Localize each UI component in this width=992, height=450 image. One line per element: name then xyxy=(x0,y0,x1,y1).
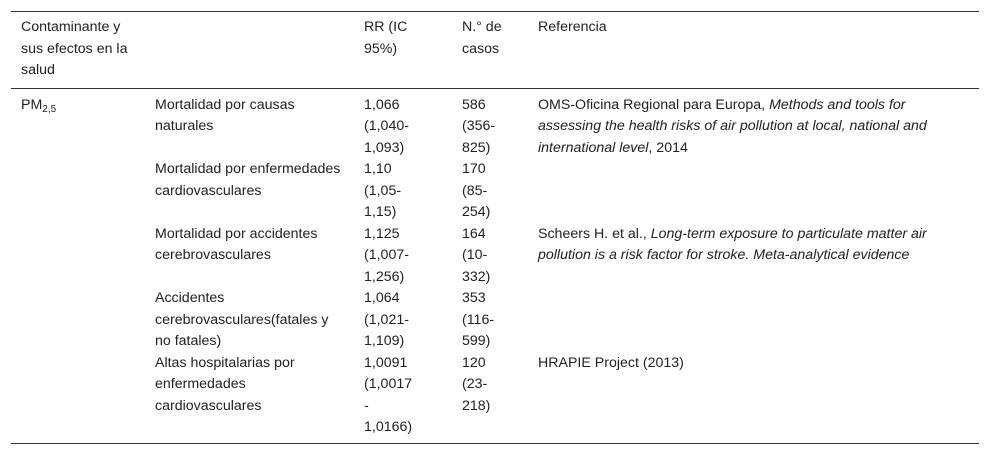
cases-cell xyxy=(452,288,528,353)
rr-value: 1,125 (1,007- 1,256) xyxy=(364,225,409,285)
rr-value: 1,0091 (1,0017 - 1,0166) xyxy=(364,354,413,435)
cases-cell xyxy=(452,224,528,289)
pollutant-name: PM xyxy=(21,96,43,113)
rr-cell xyxy=(354,353,452,444)
rr-value: 1,064 (1,021- 1,109) xyxy=(364,290,409,349)
header-reference: Referencia xyxy=(538,19,607,35)
pollutant-cell xyxy=(11,88,145,443)
reference-plain: Scheers H. et al., xyxy=(538,225,651,242)
header-row xyxy=(11,12,979,89)
header-cases: N.° de casos xyxy=(462,19,502,57)
pollutant-subscript: 2,5 xyxy=(42,103,57,115)
header-effect xyxy=(145,12,354,89)
rr-cell xyxy=(354,88,452,159)
reference-tail: , 2014 xyxy=(648,139,688,156)
header-rr: RR (IC 95%) xyxy=(364,19,408,57)
reference-title: Methods and tools for assessing the health risks of air pollution at local, national and international level xyxy=(538,96,927,156)
effect-cell: Mortalidad por enfermedades cardiovasculares xyxy=(155,161,341,199)
table-row xyxy=(11,159,979,224)
effect-cell: Mortalidad por accidentes cerebrovasculares xyxy=(155,225,318,263)
reference-cell xyxy=(528,353,979,444)
cases-value: 170 (85- 254) xyxy=(462,161,491,220)
reference-plain: HRAPIE Project (2013) xyxy=(538,354,684,371)
rr-cell xyxy=(354,224,452,289)
rr-cell xyxy=(354,288,452,353)
effect-cell: Mortalidad por causas naturales xyxy=(155,96,295,134)
rr-cell xyxy=(354,159,452,224)
reference-title: Long-term exposure to particulate matter air pollution is a risk factor for stroke. Meta-analytical evidence xyxy=(538,225,927,263)
reference-cell xyxy=(528,288,979,353)
effect-cell: Altas hospitalarias por enfermedades cardiovasculares xyxy=(155,354,295,414)
cases-value: 353 (116- 599) xyxy=(462,290,495,349)
rr-value: 1,10 (1,05- 1,15) xyxy=(364,161,402,220)
cases-value: 586 (356- 825) xyxy=(462,96,496,156)
cases-value: 164 (10- 332) xyxy=(462,225,491,285)
reference-cell xyxy=(528,224,979,289)
rr-value: 1,066 (1,040- 1,093) xyxy=(364,96,409,156)
table-row xyxy=(11,224,979,289)
table-row xyxy=(11,88,979,159)
cases-cell xyxy=(452,159,528,224)
header-pollutant: Contaminante y sus efectos en la salud xyxy=(21,19,128,78)
table-row xyxy=(11,288,979,353)
reference-plain: OMS-Oficina Regional para Europa, xyxy=(538,96,770,113)
effect-cell: Accidentes cerebrovasculares(fatales y no fatales) xyxy=(155,290,329,349)
reference-cell xyxy=(528,159,979,224)
reference-cell xyxy=(528,88,979,159)
health-effects-table-container xyxy=(11,11,979,444)
health-effects-table xyxy=(11,11,979,444)
cases-cell xyxy=(452,353,528,444)
table-body xyxy=(11,88,979,443)
cases-value: 120 (23- 218) xyxy=(462,354,491,414)
cases-cell xyxy=(452,88,528,159)
table-header xyxy=(11,12,979,89)
table-row xyxy=(11,353,979,444)
